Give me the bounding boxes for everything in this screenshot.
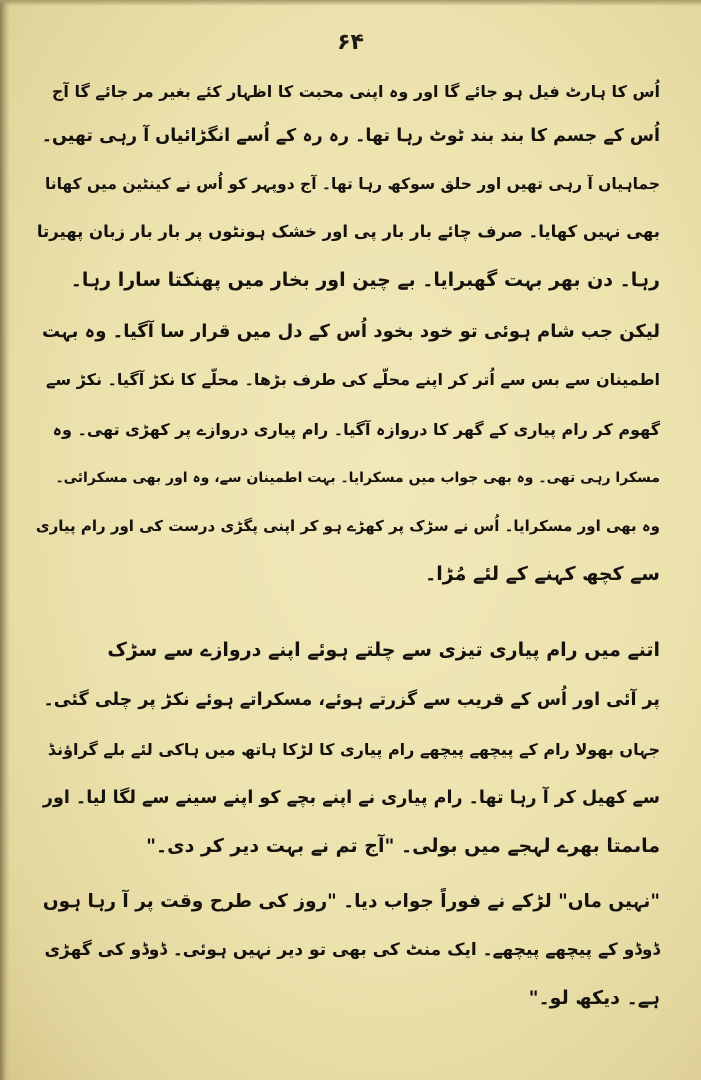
text-line-4: بھی نہیں کھایا۔ صرف چائے بار بار پی اور خشک ہونٹوں پر بار بار زبان پھیرتا [36, 222, 660, 241]
text-line-8: گھوم کر رام پیاری کے گھر کا دروازہ آگیا۔ رام پیاری دروازے پر کھڑی تھی۔ وہ [52, 420, 660, 439]
text-line-13: پر آئی اور اُس کے قریب سے گزرتے ہوئے، مسکراتے ہوئے نکڑ پر چلی گئی۔ [43, 690, 660, 710]
page-binding-shadow [0, 0, 10, 1080]
text-line-18: ڈوڈو کے پیچھے پیچھے۔ ایک منٹ کی بھی تو دیر نہیں ہوئی۔ ڈوڈو کی گھڑی [44, 940, 660, 960]
text-line-17: "نہیں ماں" لڑکے نے فوراً جواب دیا۔ "روز کی طرح وقت پر آ رہا ہوں [42, 891, 660, 912]
text-line-19: ہے۔ دیکھ لو۔" [528, 987, 660, 1009]
text-line-2: اُس کے جسم کا بند بند ٹوٹ رہا تھا۔ رہ رہ کے اُسے انگڑائیاں آ رہی تھیں۔ [41, 126, 660, 146]
text-line-14: جہاں بھولا رام کے پیچھے پیچھے رام پیاری کا لڑکا ہاتھ میں ہاکی لئے بلے گراؤنڈ [47, 740, 660, 759]
text-line-16: ماںمتا بھرے لہجے میں بولی۔ "آج تم نے بہت دیر کر دی۔" [146, 835, 660, 857]
text-line-5: رہا۔ دن بھر بہت گھبرایا۔ بے چین اور بخار میں پھنکتا سارا رہا۔ [70, 269, 660, 291]
text-line-6: لیکن جب شام ہوئی تو خود بخود اُس کے دل میں قرار سا آگیا۔ وہ بہت [42, 321, 660, 342]
text-line-9: مسکرا رہی تھی۔ وہ بھی جواب میں مسکرایا۔ بہت اطمینان سے، وہ اور بھی مسکرائی۔ [55, 470, 660, 486]
text-line-11: سے کچھ کہنے کے لئے مُڑا۔ [425, 563, 660, 585]
page-top-shadow [0, 0, 701, 6]
text-line-3: جماہیاں آ رہی تھیں اور حلق سوکھ رہا تھا۔ آج دوپہر کو اُس نے کینٹین میں کھانا [44, 175, 660, 193]
page-number: ۶۴ [337, 30, 364, 55]
text-line-10: وہ بھی اور مسکرایا۔ اُس نے سڑک پر کھڑے ہو کر اپنی پگڑی درست کی اور رام پیاری [35, 517, 660, 535]
text-line-15: سے کھیل کر آ رہا تھا۔ رام پیاری نے اپنے بچے کو اپنے سینے سے لگا لیا۔ اور [42, 788, 660, 808]
text-line-7: اطمینان سے بس سے اُتر کر اپنے محلّے کی طرف بڑھا۔ محلّے کا نکڑ آگیا۔ نکڑ سے [46, 370, 660, 389]
text-line-12: اتنے میں رام پیاری تیزی سے چلتے ہوئے اپنے دروازے سے سڑک [107, 639, 660, 661]
text-line-1: اُس کا ہارٹ فیل ہو جائے گا اور وہ اپنی محبت کا اظہار کئے بغیر مر جائے گا آج [51, 82, 660, 101]
